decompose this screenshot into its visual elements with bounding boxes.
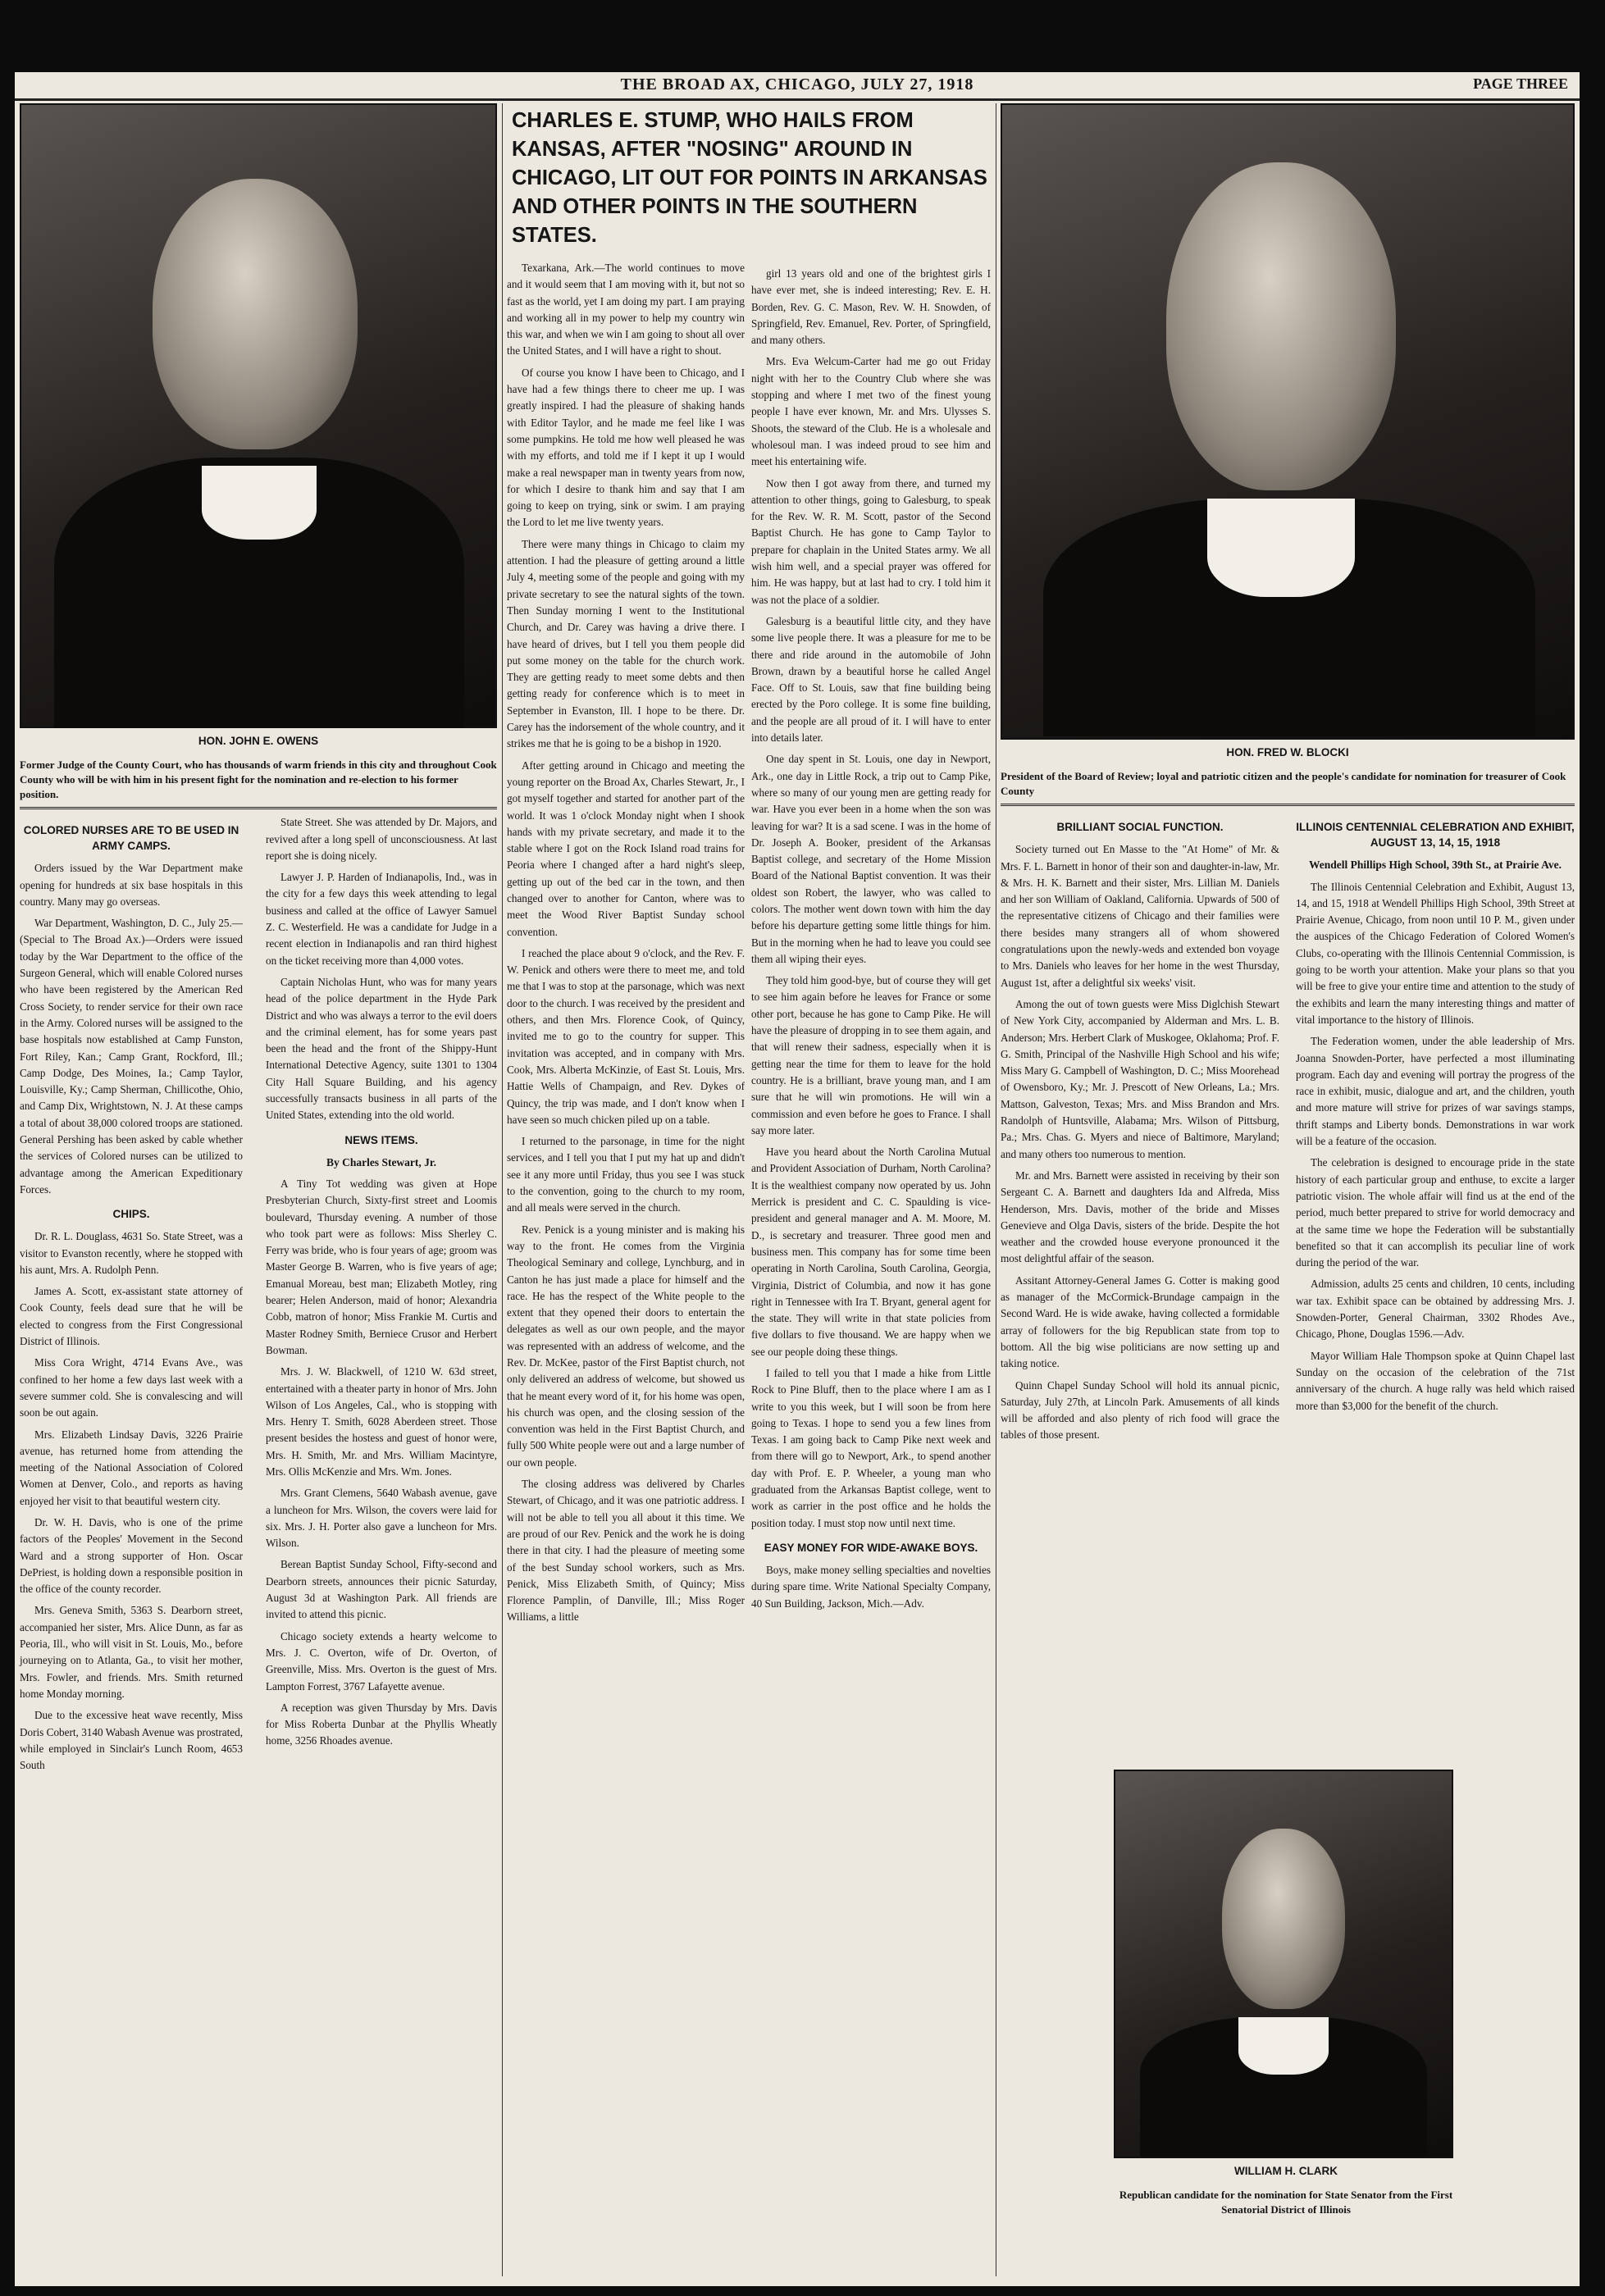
photo-subcaption: Former Judge of the County Court, who has thousands of warm friends in this city and throughout Cook County who will be with him in his present fight for the nomination and re-election to his former position. <box>20 758 497 801</box>
centennial-subheadline: Wendell Phillips High School, 39th St., at Prairie Ave. <box>1308 859 1562 872</box>
column-6 <box>1296 811 1575 1419</box>
article-paragraph: Of course you know I have been to Chicago, and I have had a few things there to cheer me up. I was greatly inspired. I had the pleasure of shaking hands with Editor Taylor, and he made me feel like I was some pumpkins. He told me how well pleased he was with my efforts, and told me if I kept it up I would make a real newspaper man in twenty years from now, for which I desire to thank him and say that I am going to keep on trying, sink or swim. I am praying the Lord to let me live twenty years. <box>507 366 745 529</box>
article-paragraph: Orders issued by the War Department make opening for hundreds at six base hospitals in this country. Many may go overseas. <box>20 862 243 908</box>
photo-caption: HON. JOHN E. OWENS <box>198 735 319 747</box>
column-5a <box>1001 811 1279 1448</box>
article-paragraph: Miss Cora Wright, 4714 Evans Ave., was confined to her home a few days last week with a severe summer cold. She is convalescing and will soon be out again. <box>20 1356 243 1419</box>
news-items-headline: NEWS ITEMS. <box>344 1133 418 1146</box>
article-paragraph: They told him good-bye, but of course they will get to see him again before he leaves for France or some other port, because he has gone to Camp Pike. He will have the pleasure of dropping in to see them again, and that will renew their sadness, especially when it is getting near the time for them to leave for the hold country. He is a brilliant, brave young man, and I am sure that he will win promotions. He will win a commission and even before he goes to France. I shall say more later. <box>751 974 991 1137</box>
article-paragraph: Boys, make money selling specialties and novelties during spare time. Write National Specialty Company, 40 Sun Building, Jackson, Mich.—Adv. <box>751 1563 991 1610</box>
article-paragraph: Captain Nicholas Hunt, who was for many years head of the police department in the Hyde Park District and who was always a terror to the evil doers and the criminal element, has for some years past been the head and the front of the Shippy-Hunt International Detective Agency, suite 1301 to 1304 City Hall Square Building, and his agency successfully transacts business in all parts of the United States, extending into the old world. <box>266 975 497 1122</box>
article-paragraph: Dr. R. L. Douglass, 4631 So. State Street, was a visitor to Evanston recently, where he stopped with his aunt, Mrs. A. Rudolph Penn. <box>20 1230 243 1276</box>
article-paragraph: I returned to the parsonage, in time for the night services, and I tell you that I put my hat up and didn't see it any more until Friday, thus you see I was stuck to the convention, going to the church to my room, and all meals were served in the church. <box>507 1135 745 1214</box>
photo-subcaption: President of the Board of Review; loyal and patriotic citizen and the people's candidate for nomination for treasurer of Cook County <box>1001 770 1566 798</box>
article-paragraph: Texarkana, Ark.—The world continues to move and it would seem that I am moving with it, but not so fast as the world, yet I am doing my part. I am praying and working all in my power to help my country win this war, and when we win I am going to shout all over the United States, and I will have a right to shout. <box>507 262 745 358</box>
page-number: PAGE THREE <box>1473 75 1568 92</box>
newspaper-page <box>15 72 1580 2286</box>
article-paragraph: The celebration is designed to encourage pride in the state history of each particular group and enthuse, to excite a larger patriotic vision. The whole affair will find us at the end of the period, much better prepared to strive for world democracy and at the same time we hope the Federation will be substantially benefited so that it can accomplish its peculiar line of work during the period of the war. <box>1296 1156 1575 1269</box>
article-paragraph: Mr. and Mrs. Barnett were assisted in receiving by their son Sergeant C. A. Barnett and daughters Ida and Alfreda, Miss Henderson, Mrs. Davis, mother of the bride and Misses Genevieve and Olga Davis, sisters of the bride. Despite the hot weather and the crowded house everyone pronounced it the most delightful affair of the season. <box>1001 1168 1279 1265</box>
article-paragraph: Mayor William Hale Thompson spoke at Quinn Chapel last Sunday on the occasion of the celebration of the 71st anniversary of the church. A huge rally was held which raised more than $3,000 for the benefit of the church. <box>1296 1349 1575 1412</box>
article-paragraph: Mrs. Elizabeth Lindsay Davis, 3226 Prairie avenue, has returned home from attending the meeting of the National Association of Colored Women at Denver, Colo., and reports as having enjoyed her visit to that beautiful western city. <box>20 1428 243 1507</box>
article-paragraph: Mrs. Grant Clemens, 5640 Wabash avenue, gave a luncheon for Mrs. Wilson, the covers were laid for six. Mrs. J. H. Porter also gave a luncheon for Mrs. Wilson. <box>266 1487 497 1550</box>
article-paragraph: Berean Baptist Sunday School, Fifty-second and Dearborn streets, announces their picnic Saturday, August 3d at Washington Park. All friends are invited to attend this picnic. <box>266 1558 497 1621</box>
photo-john-owens <box>20 103 497 728</box>
article-paragraph: A Tiny Tot wedding was given at Hope Presbyterian Church, Sixty-first street and Loomis boulevard, Thursday evening. A number of those who took part were as follows: Miss Sherley C. Ferry was bride, who is four years of age; groom was Master George B. Warren, who is five years of age; Emanual Moreau, best man; Elizabeth Motley, ring bearer; Helen Anderson, maid of honor; Alexandria Cobb, matron of honor; Miss Frankie M. Curtis and Master Rodney Smith, Berniece Crusor and Herbert Bowman. <box>266 1177 497 1356</box>
article-paragraph: girl 13 years old and one of the brightest girls I have ever met, she is indeed interesting; Rev. E. H. Borden, Rev. G. C. Mason, Rev. W. H. Snowden, of Springfield, Rev. Emanuel, Rev. Porter, of Springfield, and many others. <box>751 267 991 347</box>
photo-subcaption: Republican candidate for the nomination for State Senator from the First Senatorial District of Illinois <box>1119 2189 1453 2216</box>
photo-fred-blocki <box>1001 103 1575 740</box>
article-paragraph: After getting around in Chicago and meeting the young reporter on the Broad Ax, Charles Stewart, Jr., I got myself together and started for another part of the world. It was 1 o'clock Monday night when I shook hands with my private secretary, and made it to the stable where I got on the Rock Island road trains for Peoria where I changed after a hard night's sleep, getting up out of the bed car in the town, and then changed over to another for Canton, where was to meet the Wood River Baptist Sunday school convention. <box>507 758 745 938</box>
article-paragraph: One day spent in St. Louis, one day in Newport, Ark., one day in Little Rock, a trip out to Camp Pike, where so many of our young men are getting ready for war. Have you ever been in a home when the son was leaving for war? It is a sad scene. I was in the home of Dr. Joseph A. Booker, president of the Arkansas Baptist college, and secretary of the Home Mission Board of the National Baptist convention. It was their oldest son Robert, the lawyer, who was called to colors. The mother went down town with him the day before his departure getting some little things for him. But in the morning when he had to leave you could see them all wiping their eyes. <box>751 753 991 965</box>
article-paragraph: Mrs. J. W. Blackwell, of 1210 W. 63d street, entertained with a theater party in honor of Mrs. John Wilson of Los Angeles, Cal., who is stopping with Mrs. Henry T. Smith, 6028 Aberdeen street. Those present besides the hostess and guest of honor were, Mrs. H. Smith, Mr. and Mrs. William Macintyre, Mrs. Ollis McKenzie and Mrs. Wm. Jones. <box>266 1365 497 1478</box>
article-paragraph: Assitant Attorney-General James G. Cotter is making good as manager of the McCormick-Brundage campaign in the Second Ward. He is wide awake, having collected a formidable array of followers for the big Republican state from top to bottom. All the big wise politicians are now setting up and taking notice. <box>1001 1273 1279 1370</box>
column-1 <box>20 103 497 1779</box>
article-paragraph: James A. Scott, ex-assistant state attorney of Cook County, feels dead sure that he will be elected to congress from the First Congressional District of Illinois. <box>20 1285 243 1348</box>
article-paragraph: Society turned out En Masse to the "At Home" of Mr. & Mrs. F. L. Barnett in honor of their son and daughter-in-law, Mr. & Mrs. H. K. Barnett and their sister, Mrs. Lillian M. Daniels and her son William of Oakland, California. Upwards of 500 of the representative citizens of Chicago and their families were there besides many strangers all of whom showered congratulations upon the newly-weds and extended bon voyage to Mrs. Daniels who leaves for her home in the west Thursday, August 1st, after a delightful six weeks' visit. <box>1001 843 1279 989</box>
byline: By Charles Stewart, Jr. <box>326 1155 437 1168</box>
social-headline: BRILLIANT SOCIAL FUNCTION. <box>1056 821 1224 834</box>
easy-money-headline: EASY MONEY FOR WIDE-AWAKE BOYS. <box>764 1541 978 1554</box>
article-paragraph: Galesburg is a beautiful little city, and they have some live people there. It was a pleasure for me to be there and ride around in the automobile of John Brown, drawn by a beautiful horse he called Angel Face. Off to St. Louis, saw that fine building being erected by the Poro college. It is some fine building, and the people are all proud of it. I will have to enter into details later. <box>751 614 991 745</box>
article-paragraph: State Street. She was attended by Dr. Majors, and revived after a long spell of unconsciousness. At last report she is doing nicely. <box>266 816 497 862</box>
clark-block <box>1114 1770 1458 2217</box>
article-paragraph: Mrs. Geneva Smith, 5363 S. Dearborn street, accompanied her sister, Mrs. Alice Dunn, as far as Peoria, Ill., who will visit in St. Louis, Mo., before journeying on to Atlanta, Ga., to visit her mother, Mrs. Fowler, and friends. Mrs. Smith returned home Monday morning. <box>20 1604 243 1700</box>
article-paragraph: The Federation women, under the able leadership of Mrs. Joanna Snowden-Porter, have perfected a most illuminating program. Each day and evening will portray the progress of the race in exhibit, music, dialogue and art, and the children, youth and more mature will strive for prizes of war savings stamps, thrift stamps and Liberty bonds. Demonstrations in war work will be a feature of the occasion. <box>1296 1035 1575 1148</box>
article-paragraph: Now then I got away from there, and turned my attention to other things, going to Galesburg, to speak for the Rev. W. R. M. Scott, pastor of the Second Baptist Church. He has gone to Camp Taylor to prepare for chaplain in the United States army. We all wish him well, and a special prayer was offered for him. He was happy, but at last had to cry. I told him it was not the place of a soldier. <box>751 476 991 606</box>
centennial-headline: ILLINOIS CENTENNIAL CELEBRATION AND EXHIBIT, AUGUST 13, 14, 15, 1918 <box>1296 821 1575 850</box>
photo-william-clark <box>1114 1770 1453 2158</box>
article-paragraph: War Department, Washington, D. C., July 25.—(Special to The Broad Ax.)—Orders were issued today by the War Department to the office of the Surgeon General, which will enable Colored nurses who have been registered by the American Red Cross Society, to render service for their own race in the Army. Colored nurses will be assigned to the base hospitals now established at Camp Funston, Fort Riley, Kan.; Camp Grant, Rockford, Ill.; Camp Dodge, Des Moines, Ia.; Camp Taylor, Louisville, Ky.; Camp Sherman, Chillicothe, Ohio, and Camp Dix, Wrightstown, N. J. At these camps a total of about 38,000 colored troops are stationed. General Pershing has been asked by cable whether the services of Colored nurses can be utilized to advantage among the American Expeditionary Forces. <box>20 917 243 1196</box>
article-paragraph: A reception was given Thursday by Mrs. Davis for Miss Roberta Dunbar at the Phyllis Wheatly home, 3256 Rhoades avenue. <box>266 1701 497 1747</box>
column-2 <box>266 814 497 1754</box>
article-paragraph: I reached the place about 9 o'clock, and the Rev. F. W. Penick and others were there to meet me, and told me that I was to stop at the parsonage, which was next door to the church. I was received by the president and others, and then Mrs. Florence Cook, of Quincy, invited me to go to the country for supper. This invitation was accepted, and in company with Mrs. Cook, Mrs. Alberta McKinzie, of East St. Louis, Mrs. Hattie Wells of Champaign, and Rev. Dykes of Quincy, the trip was made, and I don't know when I have seen so much chicken piled up on a table. <box>507 946 745 1126</box>
article-paragraph: Rev. Penick is a young minister and is making his way to the front. He comes from the Virginia Theological Seminary and college, Lynchburg, and in Canton he has just made a place for himself and the race. He has the respect of the White people to the extent that they opened their doors to entertain the delegates as well as our own people, and the mayor was represented with an address of welcome, and the Rev. Dr. McKee, pastor of the First Baptist church, not only delivered an address of welcome, but showed us that he meant every word of it, for his home was open, his church was open, and the closing session of the convention was held in the First Baptist Church, and fully 500 White people were out and a large number of our own people. <box>507 1223 745 1469</box>
stump-headline: CHARLES E. STUMP, WHO HAILS FROM KANSAS, AFTER "NOSING" AROUND IN CHICAGO, LIT OUT FOR POINTS IN ARKANSAS AND OTHER POINTS IN THE SOUTHERN STATES. <box>512 109 987 247</box>
article-paragraph: I failed to tell you that I made a hike from Little Rock to Pine Bluff, then to the place where I am as I write to you this week, but I will soon be from here going to Texas. I hope to send you a few lines from Texas. I am going back to Camp Pike next week and from there will go to Newport, Ark., to spend another day with Prof. E. P. Wheeler, a young man who graduated from the Arkansas Baptist college, went to work as carrier in the post office and he holds the position today. I must stop now until next time. <box>751 1367 991 1529</box>
article-paragraph: Have you heard about the North Carolina Mutual and Provident Association of Durham, North Carolina? It is the wealthiest company now operated by us. John Merrick is president and C. C. Spaulding is vice-president and general manager and A. M. Moore, M. D., is secretary and treasurer. Three good men and business men. This company has for some time been operating in North Carolina, South Carolina, Georgia, Virginia, District of Columbia, and now it has gone right in Tennessee with Ira T. Bryant, general agent for the state. They will write in that state policies from five dollars to five thousand. We are happy when we see our people doing these things. <box>751 1146 991 1358</box>
page-header <box>15 72 1580 101</box>
column-1a <box>20 814 243 1779</box>
photo-caption: HON. FRED W. BLOCKI <box>1226 746 1349 758</box>
photo-caption: WILLIAM H. CLARK <box>1234 2165 1338 2177</box>
article-paragraph: Among the out of town guests were Miss Diglchish Stewart of New York City, accompanied by Alderman and Mrs. L. B. Anderson; Mrs. Herbert Clark of Muskogee, Oklahoma; Prof. F. G. Smith, Principal of the Nashville High School and his wife; Miss Mary G. Campbell of Washington, D. C.; Miss Moorehead of Owensboro, Ky.; Mr. J. Prescott of New Orleans, La.; Mrs. Mattson, Galveston, Texas; Mrs. and Miss Brandon and Mrs. Randolph of Huntsville, Alabama; Mrs. Wilson of Pittsburg, Pa.; Mrs. Chas. G. Myers and niece of Baltimore, Maryland; and many others too numerous to mention. <box>1001 997 1279 1160</box>
masthead: THE BROAD AX, CHICAGO, JULY 27, 1918 <box>620 75 974 93</box>
article-paragraph: Due to the excessive heat wave recently, Miss Doris Cobert, 3140 Wabash Avenue was prostrated, while employed in Sinclair's Lunch Room, 4653 South <box>20 1709 243 1772</box>
column-5 <box>1001 103 1575 1449</box>
article-paragraph: There were many things in Chicago to claim my attention. I had the pleasure of getting around a little July 4, meeting some of the people and going with my private secretary to see the natural sights of the town. Then Sunday morning I went to the Institutional Church, and Dr. Carey was having a drive there. I have heard of drives, but I tell you them people did put some money on the table for the church work. They are getting ready to meet some debts and then getting ready for conference which is to meet in September in Evanston, Ill. I hope to be there. Dr. Carey has the indorsement of the whole country, and it strikes me that he is going to be a bishop in 1920. <box>507 537 745 750</box>
column-4 <box>751 266 991 1617</box>
article-paragraph: Dr. W. H. Davis, who is one of the prime factors of the Peoples' Movement in the Second Ward and a strong supporter of Hon. Oscar DePriest, is holding down a responsible position in the office of the county recorder. <box>20 1515 243 1596</box>
chips-headline: CHIPS. <box>112 1208 150 1221</box>
article-paragraph: Mrs. Eva Welcum-Carter had me go out Friday night with her to the Country Club where she was stopping and where I met two of the finest young people I have ever known, Mr. and Mrs. Ulysses S. Shoots, the steward of the Club. He is a wholesale and wholesoul man. I was indeed proud to see him and meet his entertaining wife. <box>751 355 991 468</box>
article-paragraph: Quinn Chapel Sunday School will hold its annual picnic, Saturday, July 27th, at Lincoln Park. Amusements of all kinds will be afforded and also plenty of rich food will grace the tables of those present. <box>1001 1378 1279 1442</box>
article-paragraph: Lawyer J. P. Harden of Indianapolis, Ind., was in the city for a few days this week attending to legal business and called at the office of Lawyer Samuel Z. C. Westerfield. He was a candidate for Judge in a recent election in Indianapolis and ran third highest on the ticket receiving more than 4,000 votes. <box>266 871 497 967</box>
article-paragraph: The Illinois Centennial Celebration and Exhibit, August 13, 14, and 15, 1918 at Wendell Phillips High School, 39th Street at Prairie Avenue, Chicago, from noon until 10 P. M., given under the auspices of the Chicago Federation of Colored Women's Clubs, co-operating with the Illinois Centennial Commission, is going to be worth your attention. Make your plans so that you will be free to give your entire time and attention to the study of the exhibits and learn the many interesting things and matter of vital importance to the history of Illinois. <box>1296 880 1575 1026</box>
article-paragraph: Admission, adults 25 cents and children, 10 cents, including war tax. Exhibit space can be obtained by addressing Mrs. J. Snowden-Porter, General Chairman, 3302 Rhodes Ave., Chicago, Phone, Douglas 1596.—Adv. <box>1296 1278 1575 1341</box>
article-paragraph: The closing address was delivered by Charles Stewart, of Chicago, and it was one patriotic address. I will not be able to tell you all about it this time. We are proud of our Rev. Penick and the work he is doing there in that city. I had the pleasure of meeting some of the best Sunday school workers, such as Mrs. Penick, Miss Elizabeth Smith, of Quincy; Miss Florence Pamplin, of Danville, Ill.; Miss Roger Williams, a little <box>507 1478 745 1624</box>
nurses-headline: COLORED NURSES ARE TO BE USED IN ARMY CAMPS. <box>23 824 239 853</box>
article-paragraph: Chicago society extends a hearty welcome to Mrs. J. C. Overton, wife of Dr. Overton, of Greenville, Miss. Mrs. Overton is the guest of Mrs. Lampton Forrest, 3767 Lafayette avenue. <box>266 1629 497 1692</box>
